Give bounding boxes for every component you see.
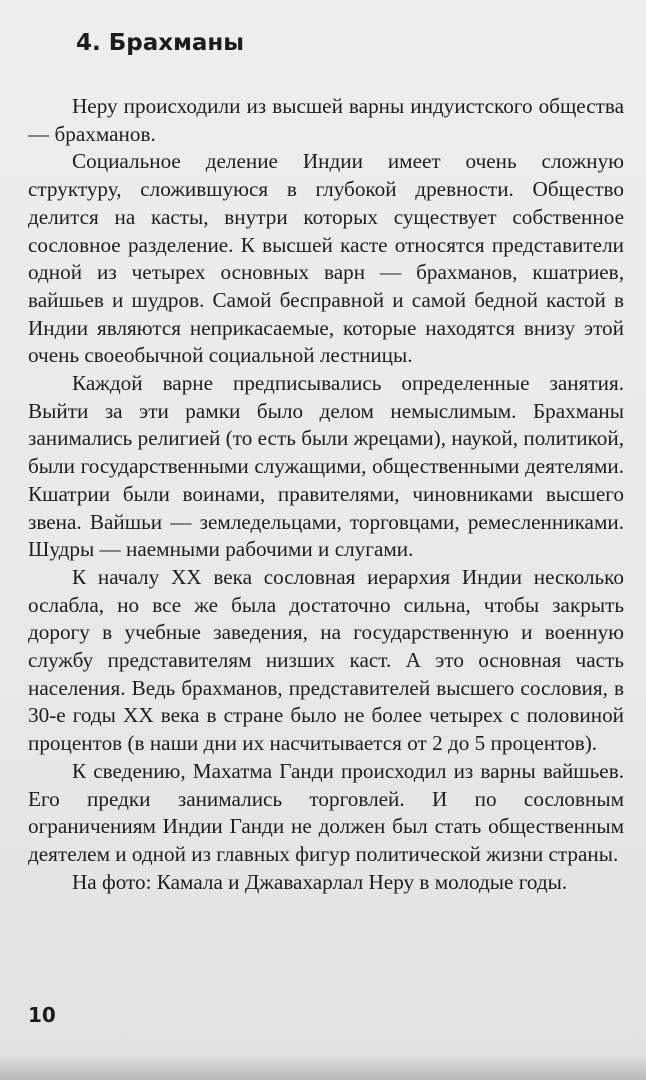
page-shadow [0, 1054, 646, 1080]
paragraph: Социальное деление Индии имеет очень сложную структуру, сложившуюся в глубокой древности. Общество делится на касты, внутри которых существует собственное сословное разделение. К высшей касте относятся представители одной из четырех основных варн — брахманов, кшатриев, вайшьев и шудров. Самой бесправной и самой бедной кастой в Индии являются неприкасаемые, которые находятся внизу этой очень своеобычной социальной лестницы. [28, 149, 624, 368]
paragraph: Неру происходили из высшей варны индуистского общества — брахманов. [28, 94, 624, 146]
paragraph: К началу XX века сословная иерархия Индии несколько ослабла, но все же была достаточно сильна, чтобы закрыть дорогу в учебные заведения, на государственную и военную службу представителям низших каст. А это основная часть населения. Ведь брахманов, представителей высшего сословия, в 30-е годы XX века в стране было не более четырех с половиной процентов (в наши дни их насчитывается от 2 до 5 процентов). [28, 564, 624, 756]
paragraph: К сведению, Махатма Ганди происходил из варны вайшьев. Его предки занимались торговлей. И по сословным ограничениям Индии Ганди не должен был стать общественным деятелем и одной из главных фигур политической жизни страны. [28, 758, 624, 866]
photo-caption: На фото: Камала и Джавахарлал Неру в молодые годы. [72, 869, 568, 894]
chapter-heading: 4. Брахманы [76, 30, 245, 56]
paragraph: Каждой варне предписывались определенные занятия. Выйти за эти рамки было делом немыслимым. Брахманы занимались религией (то есть были жрецами), наукой, политикой, были государственными служащими, общественными деятелями. Кшатрии были воинами, правителями, чиновниками высшего звена. Вайшьи — земледельцами, торговцами, ремесленниками. Шудры — наемными рабочими и слугами. [28, 371, 624, 562]
body-text [28, 93, 624, 896]
page-number: 10 [28, 1003, 56, 1027]
